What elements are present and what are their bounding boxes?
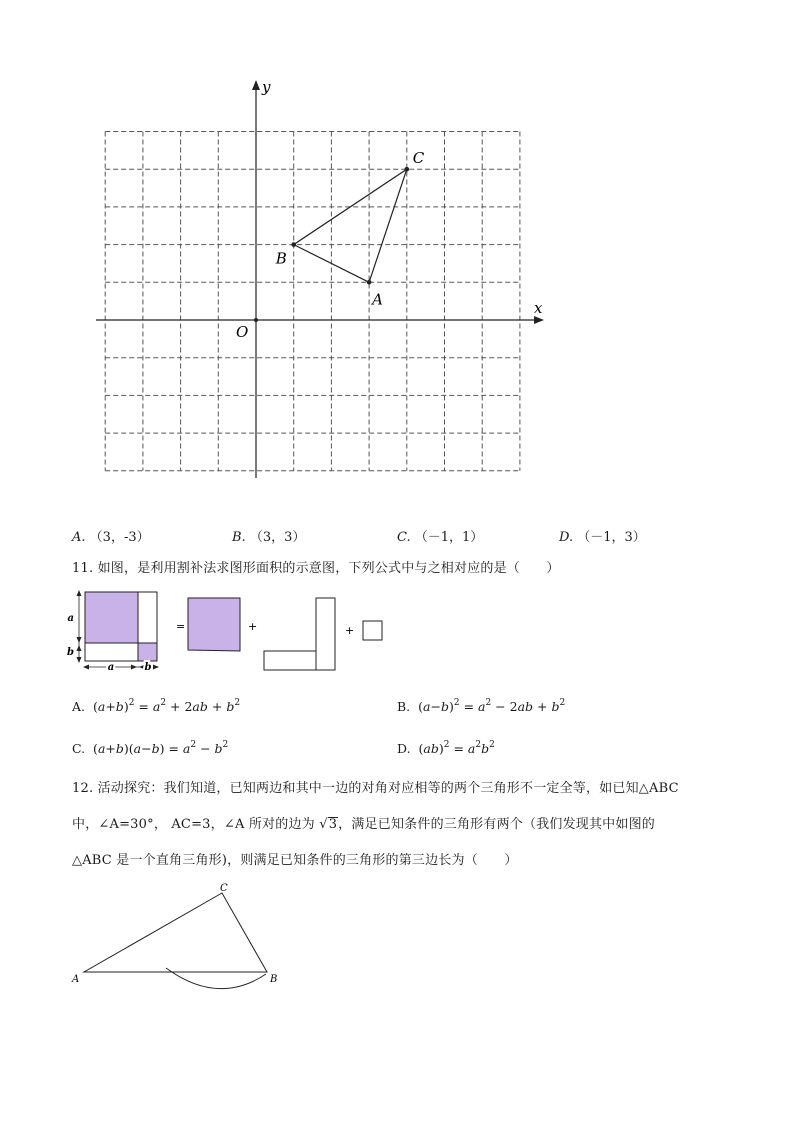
triangle-abc [84,893,267,972]
point-label-c: C [412,149,425,168]
equals-sign: = [176,620,186,633]
question-12-line-2: 中，∠A=30°， AC=3，∠A 所对的边为 √3，满足已知条件的三角形有两个（我们发现其中如图的 [72,817,655,832]
question-11-stem: 11. 如图，是利用割补法求图形面积的示意图，下列公式中与之相对应的是（ ） [72,561,560,576]
plus-sign-2: + [345,624,355,637]
option-letter: C. [72,741,86,756]
option-value: （－1，3） [577,530,646,545]
question-12-line-3: △ABC 是一个直角三角形)，则满足已知条件的三角形的第三边长为（ ） [72,853,518,868]
point-label-a: A [372,290,383,309]
option-letter: B. [232,530,246,545]
dim-label-b-horizontal: b [144,662,152,673]
option-letter: D. [397,741,411,756]
formula: $(a+b)(a-b) = a^2 - b^2$ [93,740,229,756]
formula: $(ab)^2 = a^2b^2$ [418,740,495,756]
option-value: （3，3） [249,530,306,545]
question-12-line-1: 12. 活动探究：我们知道，已知两边和其中一边的对角对应相等的两个三角形不一定全等，如已知△ABC [72,781,679,796]
option-letter: A. [72,530,86,545]
option-letter: C. [397,530,411,545]
dim-label-a-vertical: a [67,613,74,624]
point-label-b: B [275,249,287,268]
vertex-label-a: A [72,974,80,985]
sqrt-radicand: 3 [328,817,338,832]
q12-text-b: ，满足已知条件的三角形有两个（我们发现其中如图的 [338,817,655,832]
option-letter: A. [72,699,86,714]
formula: $(a+b)^2 = a^2 + 2ab + b^2$ [92,698,241,714]
plus-sign-1: + [248,620,258,633]
y-axis-label: y [262,78,271,96]
option-value: （3，-3） [89,530,150,545]
arc-mark [166,968,266,989]
vertex-label-c: C [220,883,228,894]
dim-label-a-horizontal: a [107,662,115,673]
option-letter: B. [397,699,411,714]
q12-text-a: 中，∠A=30°， AC=3，∠A 所对的边为 [72,817,320,832]
option-value: （－1，1） [414,530,484,545]
x-axis-label: x [534,299,543,317]
vertex-label-b: B [270,974,278,985]
formula: $(a-b)^2 = a^2 - 2ab + b^2$ [418,698,566,714]
option-letter: D. [559,530,574,545]
dim-label-b-vertical: b [67,647,74,658]
origin-label: O [236,323,249,341]
